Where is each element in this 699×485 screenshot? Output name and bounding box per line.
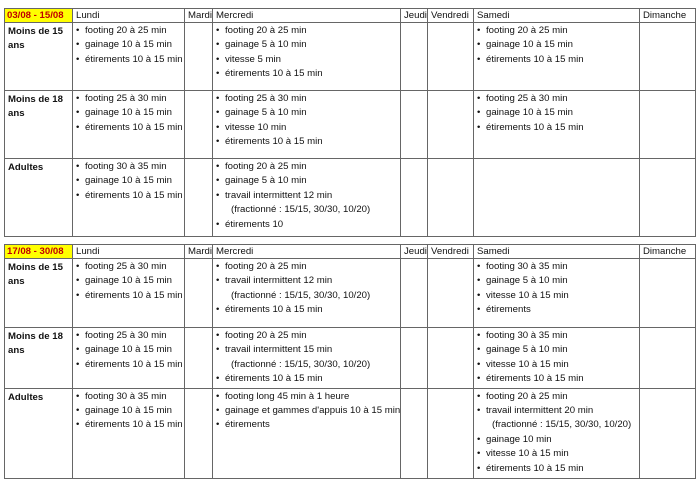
cell-jeudi	[401, 91, 428, 159]
cell-samedi	[474, 259, 640, 328]
group-row	[5, 159, 696, 237]
cell-lundi	[73, 23, 185, 91]
exercise-item: • footing 25 à 30 min	[76, 92, 181, 106]
exercise-item: • travail intermittent 15 min	[216, 343, 397, 357]
day-header-vendredi: Vendredi	[428, 245, 474, 259]
day-header-samedi: Samedi	[474, 245, 640, 259]
exercise-item: • étirements 10 à 15 min	[76, 121, 181, 135]
exercise-item: • travail intermittent 20 min	[477, 404, 636, 418]
exercise-item: • étirements 10	[216, 218, 397, 232]
exercise-item: • footing 30 à 35 min	[477, 260, 636, 274]
exercise-item: • travail intermittent 12 min	[216, 189, 397, 203]
exercise-item: • gainage 10 min	[477, 433, 636, 447]
exercise-item: (fractionné : 15/15, 30/30, 10/20)	[231, 204, 371, 216]
header-row	[5, 245, 696, 259]
exercise-item: • gainage 5 à 10 min	[477, 274, 636, 288]
exercise-item: • gainage 5 à 10 min	[216, 38, 397, 52]
cell-lundi	[73, 159, 185, 237]
cell-lundi	[73, 91, 185, 159]
header-row	[5, 9, 696, 23]
cell-jeudi	[401, 259, 428, 328]
cell-vendredi	[428, 259, 474, 328]
exercise-item: • étirements 10 à 15 min	[216, 372, 397, 386]
cell-mercredi	[213, 259, 401, 328]
exercise-item: • vitesse 10 min	[216, 121, 397, 135]
period-label: 17/08 - 30/08	[5, 245, 73, 259]
cell-vendredi	[428, 388, 474, 478]
exercise-item: • étirements	[216, 418, 397, 432]
exercise-item: • étirements 10 à 15 min	[76, 418, 181, 432]
cell-samedi	[474, 91, 640, 159]
cell-lundi	[73, 259, 185, 328]
cell-dimanche	[640, 259, 696, 328]
group-label: Adultes	[5, 159, 73, 237]
day-header-dimanche: Dimanche	[640, 245, 696, 259]
exercise-item: • étirements 10 à 15 min	[477, 372, 636, 386]
exercise-item: • travail intermittent 12 min	[216, 274, 397, 288]
exercise-item: (fractionné : 15/15, 30/30, 10/20)	[492, 419, 632, 431]
cell-vendredi	[428, 23, 474, 91]
group-label: Adultes	[5, 388, 73, 478]
cell-mardi	[185, 328, 213, 389]
day-header-samedi: Samedi	[474, 9, 640, 23]
cell-mercredi	[213, 328, 401, 389]
cell-mercredi	[213, 23, 401, 91]
exercise-item: • footing 25 à 30 min	[216, 92, 397, 106]
cell-vendredi	[428, 328, 474, 389]
exercise-item: • vitesse 5 min	[216, 53, 397, 67]
period-label: 03/08 - 15/08	[5, 9, 73, 23]
exercise-item: • footing 20 à 25 min	[477, 390, 636, 404]
exercise-item: • étirements 10 à 15 min	[76, 358, 181, 372]
cell-dimanche	[640, 91, 696, 159]
schedule-block-2	[4, 244, 695, 479]
day-header-lundi: Lundi	[73, 245, 185, 259]
cell-samedi	[474, 23, 640, 91]
schedule-table	[4, 244, 696, 479]
cell-lundi	[73, 388, 185, 478]
exercise-item: • footing 30 à 35 min	[76, 160, 181, 174]
cell-vendredi	[428, 159, 474, 237]
day-header-vendredi: Vendredi	[428, 9, 474, 23]
exercise-item: • footing long 45 min à 1 heure	[216, 390, 397, 404]
exercise-item: • gainage 10 à 15 min	[477, 38, 636, 52]
cell-samedi	[474, 388, 640, 478]
cell-dimanche	[640, 328, 696, 389]
schedule-block-1	[4, 8, 695, 237]
exercise-item: • gainage 10 à 15 min	[76, 106, 181, 120]
group-row	[5, 388, 696, 478]
cell-mercredi	[213, 91, 401, 159]
cell-vendredi	[428, 91, 474, 159]
cell-jeudi	[401, 23, 428, 91]
day-header-dimanche: Dimanche	[640, 9, 696, 23]
exercise-item: • gainage 10 à 15 min	[76, 274, 181, 288]
group-label: Moins de 18 ans	[5, 91, 73, 159]
group-label: Moins de 15 ans	[5, 23, 73, 91]
group-row	[5, 259, 696, 328]
exercise-item: • gainage et gammes d'appuis 10 à 15 min	[216, 404, 397, 418]
exercise-item: • vitesse 10 à 15 min	[477, 447, 636, 461]
cell-jeudi	[401, 159, 428, 237]
day-header-mercredi: Mercredi	[213, 9, 401, 23]
day-header-jeudi: Jeudi	[401, 9, 428, 23]
cell-dimanche	[640, 159, 696, 237]
exercise-item: • étirements 10 à 15 min	[76, 189, 181, 203]
exercise-item: • étirements 10 à 15 min	[76, 53, 181, 67]
exercise-item: • étirements 10 à 15 min	[216, 67, 397, 81]
day-header-mercredi: Mercredi	[213, 245, 401, 259]
exercise-item: • footing 20 à 25 min	[216, 160, 397, 174]
exercise-item: • footing 30 à 35 min	[477, 329, 636, 343]
exercise-item: • étirements 10 à 15 min	[216, 135, 397, 149]
day-header-mardi: Mardi	[185, 245, 213, 259]
exercise-item: • gainage 10 à 15 min	[76, 38, 181, 52]
exercise-item: • gainage 5 à 10 min	[216, 174, 397, 188]
day-header-lundi: Lundi	[73, 9, 185, 23]
exercise-item: (fractionné : 15/15, 30/30, 10/20)	[231, 358, 371, 370]
cell-mardi	[185, 23, 213, 91]
cell-jeudi	[401, 328, 428, 389]
cell-mardi	[185, 91, 213, 159]
exercise-item: (fractionné : 15/15, 30/30, 10/20)	[231, 289, 371, 301]
exercise-item: • footing 20 à 25 min	[216, 260, 397, 274]
cell-mercredi	[213, 159, 401, 237]
exercise-item: • étirements 10 à 15 min	[477, 53, 636, 67]
cell-mardi	[185, 159, 213, 237]
group-label: Moins de 15 ans	[5, 259, 73, 328]
cell-dimanche	[640, 388, 696, 478]
exercise-item: • gainage 10 à 15 min	[76, 343, 181, 357]
cell-mercredi	[213, 388, 401, 478]
exercise-item: • étirements 10 à 15 min	[477, 462, 636, 476]
exercise-item: • gainage 10 à 15 min	[76, 404, 181, 418]
day-header-mardi: Mardi	[185, 9, 213, 23]
cell-mardi	[185, 259, 213, 328]
exercise-item: • étirements 10 à 15 min	[477, 121, 636, 135]
exercise-item: • gainage 5 à 10 min	[477, 343, 636, 357]
schedule-table	[4, 8, 696, 237]
exercise-item: • footing 20 à 25 min	[76, 24, 181, 38]
exercise-item: • gainage 5 à 10 min	[216, 106, 397, 120]
cell-lundi	[73, 328, 185, 389]
group-row	[5, 23, 696, 91]
exercise-item: • étirements 10 à 15 min	[76, 289, 181, 303]
exercise-item: • vitesse 10 à 15 min	[477, 289, 636, 303]
exercise-item: • gainage 10 à 15 min	[477, 106, 636, 120]
exercise-item: • footing 25 à 30 min	[477, 92, 636, 106]
cell-samedi	[474, 328, 640, 389]
exercise-item: • vitesse 10 à 15 min	[477, 358, 636, 372]
cell-dimanche	[640, 23, 696, 91]
group-row	[5, 328, 696, 389]
exercise-item: • étirements	[477, 303, 636, 317]
group-row	[5, 91, 696, 159]
exercise-item: • footing 25 à 30 min	[76, 329, 181, 343]
exercise-item: • footing 30 à 35 min	[76, 390, 181, 404]
group-label: Moins de 18 ans	[5, 328, 73, 389]
exercise-item: • étirements 10 à 15 min	[216, 303, 397, 317]
cell-samedi	[474, 159, 640, 237]
day-header-jeudi: Jeudi	[401, 245, 428, 259]
cell-mardi	[185, 388, 213, 478]
cell-jeudi	[401, 388, 428, 478]
exercise-item: • footing 25 à 30 min	[76, 260, 181, 274]
exercise-item: • footing 20 à 25 min	[216, 24, 397, 38]
exercise-item: • footing 20 à 25 min	[477, 24, 636, 38]
exercise-item: • footing 20 à 25 min	[216, 329, 397, 343]
exercise-item: • gainage 10 à 15 min	[76, 174, 181, 188]
